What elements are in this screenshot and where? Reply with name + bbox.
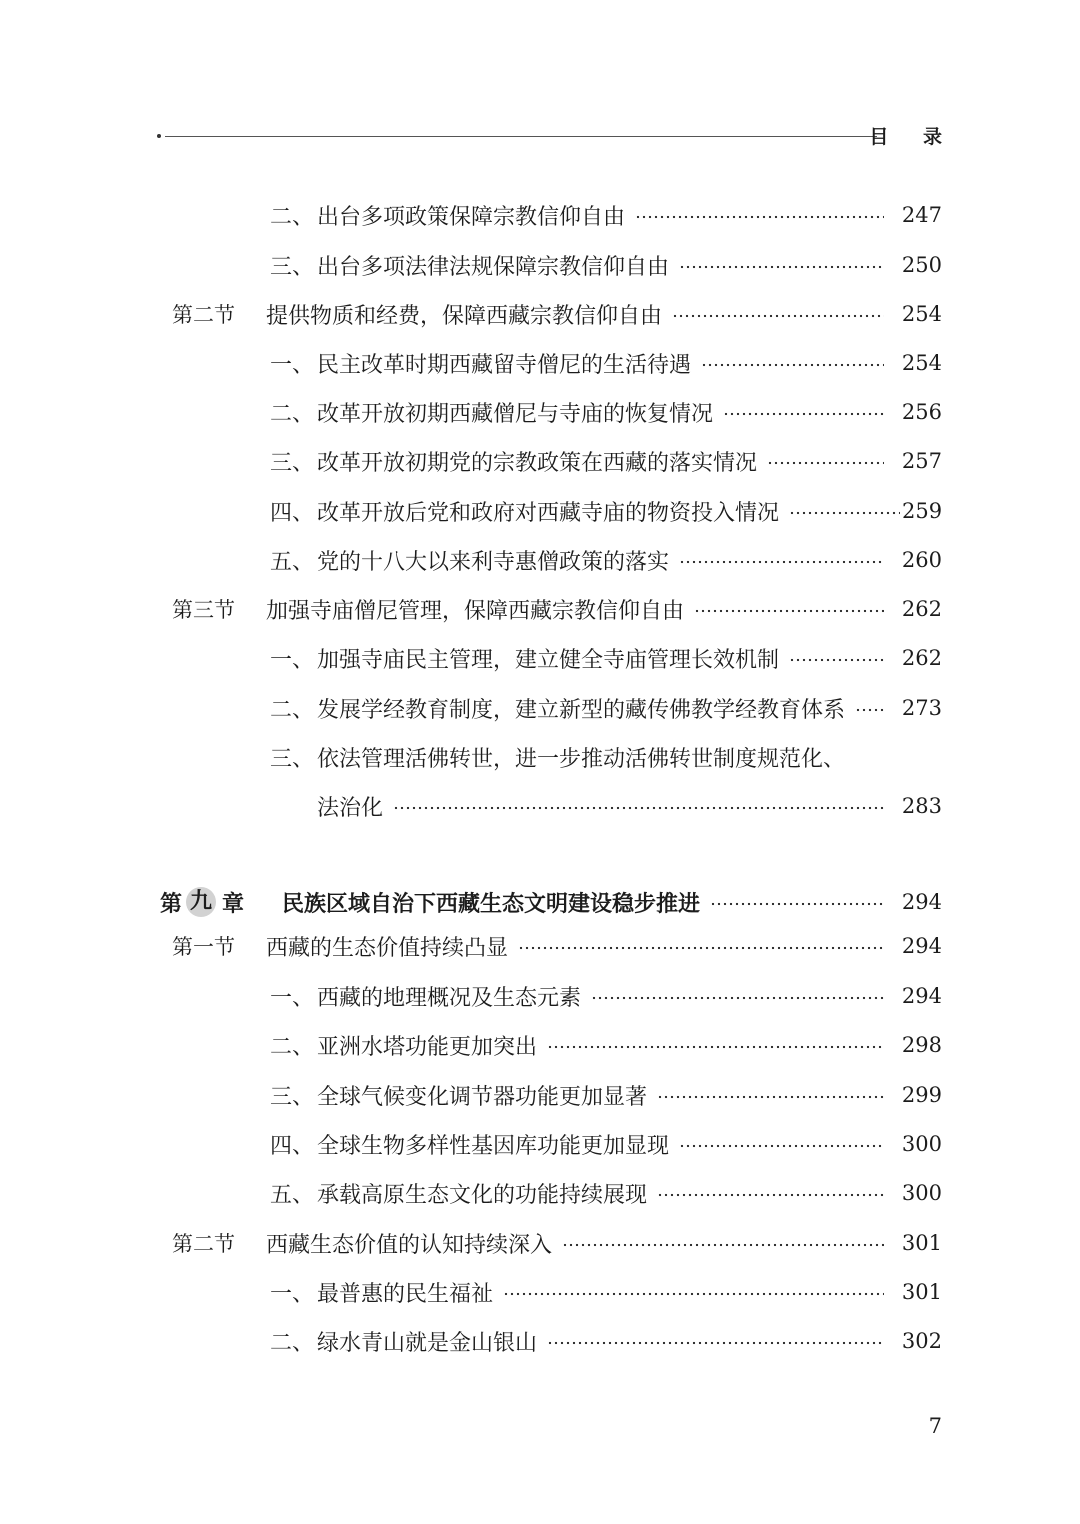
dot-leader (518, 946, 884, 950)
entry-title: 亚洲水塔功能更加突出 (317, 1034, 538, 1060)
entry-title: 出台多项政策保障宗教信仰自由 (317, 204, 626, 230)
entry-page-number: 299 (901, 1083, 942, 1107)
toc-entry (270, 981, 942, 1011)
entry-page-number: 250 (901, 253, 942, 277)
dot-leader (657, 1193, 884, 1197)
entry-page-number: 301 (901, 1280, 942, 1304)
entry-number: 三、 (270, 450, 315, 476)
entry-title: 民族区域自治下西藏生态文明建设稳步推进 (282, 891, 701, 917)
dot-leader (789, 658, 884, 662)
toc-entry (270, 1178, 942, 1208)
header-dot (157, 134, 161, 138)
entry-title: 西藏的地理概况及生态元素 (317, 985, 582, 1011)
toc-entry (270, 397, 942, 427)
toc-entry (270, 1326, 942, 1356)
entry-page-number: 302 (901, 1329, 942, 1353)
header-title: 目 录 (869, 126, 956, 148)
toc-entry (270, 545, 942, 575)
dot-leader (547, 1341, 884, 1345)
toc-entry (270, 693, 942, 723)
toc-entry (270, 200, 942, 230)
toc-entry (270, 446, 942, 476)
dot-leader (503, 1292, 884, 1296)
entry-page-number: 273 (901, 696, 942, 720)
entry-title: 改革开放后党和政府对西藏寺庙的物资投入情况 (317, 500, 780, 526)
toc-entry (317, 791, 942, 821)
entry-page-number: 254 (901, 351, 942, 375)
entry-page-number: 254 (901, 302, 942, 326)
toc-entry (172, 1228, 942, 1258)
toc-entry (270, 496, 942, 526)
entry-title: 民主改革时期西藏留寺僧尼的生活待遇 (317, 352, 692, 378)
entry-number: 三、 (270, 1084, 315, 1110)
entry-page-number: 298 (901, 1033, 942, 1057)
dot-leader (657, 1095, 884, 1099)
dot-leader (679, 560, 884, 564)
entry-number: 二、 (270, 1034, 315, 1060)
chapter-label-prefix: 第 (160, 891, 183, 917)
toc-entry (172, 594, 942, 624)
running-header (157, 118, 956, 154)
toc-entry (270, 742, 942, 772)
entry-page-number: 294 (901, 984, 942, 1008)
entry-page-number: 256 (901, 400, 942, 424)
entry-page-number: 300 (901, 1132, 942, 1156)
toc-entry (270, 1129, 942, 1159)
header-rule (165, 136, 877, 137)
dot-leader (393, 806, 884, 810)
entry-title: 改革开放初期西藏僧尼与寺庙的恢复情况 (317, 401, 714, 427)
entry-number: 二、 (270, 204, 315, 230)
entry-page-number: 247 (901, 203, 942, 227)
entry-number: 三、 (270, 254, 315, 280)
dot-leader (672, 314, 884, 318)
entry-number: 一、 (270, 647, 315, 673)
entry-page-number: 259 (902, 499, 943, 523)
entry-number: 五、 (270, 549, 315, 575)
entry-title: 加强寺庙民主管理，建立健全寺庙管理长效机制 (317, 647, 780, 673)
dot-leader (635, 215, 884, 219)
dot-leader (723, 412, 884, 416)
entry-title: 加强寺庙僧尼管理，保障西藏宗教信仰自由 (266, 598, 685, 624)
dot-leader (694, 609, 884, 613)
entry-title: 绿水青山就是金山银山 (317, 1330, 538, 1356)
dot-leader (562, 1243, 884, 1247)
entry-number: 二、 (270, 697, 315, 723)
entry-number: 一、 (270, 352, 315, 378)
chapter-label (160, 887, 282, 918)
entry-number: 五、 (270, 1182, 315, 1208)
entry-page-number: 262 (901, 646, 942, 670)
toc-entry (270, 250, 942, 280)
entry-title: 西藏的生态价值持续凸显 (266, 935, 509, 961)
entry-number: 一、 (270, 985, 315, 1011)
toc-entry (172, 299, 942, 329)
toc-entry (270, 1277, 942, 1307)
entry-page-number: 294 (901, 890, 942, 914)
entry-title: 最普惠的民生福祉 (317, 1281, 494, 1307)
entry-page-number: 262 (901, 597, 942, 621)
dot-leader (701, 363, 884, 367)
dot-leader (855, 708, 884, 712)
toc-entry (270, 643, 942, 673)
dot-leader (591, 996, 884, 1000)
section-label: 第一节 (172, 935, 235, 959)
dot-leader (710, 902, 884, 906)
toc-entry (270, 1080, 942, 1110)
entry-title: 改革开放初期党的宗教政策在西藏的落实情况 (317, 450, 758, 476)
entry-page-number: 257 (901, 449, 942, 473)
entry-title: 发展学经教育制度，建立新型的藏传佛教学经教育体系 (317, 697, 846, 723)
toc-entry (172, 931, 942, 961)
entry-number: 三、 (270, 746, 315, 772)
entry-page-number: 300 (901, 1181, 942, 1205)
entry-page-number: 283 (901, 794, 942, 818)
dot-leader (767, 461, 884, 465)
section-label: 第二节 (172, 1232, 235, 1256)
section-label: 第三节 (172, 598, 235, 622)
toc-entry (270, 1030, 942, 1060)
entry-number: 一、 (270, 1281, 315, 1307)
entry-number: 二、 (270, 1330, 315, 1356)
entry-title: 全球生物多样性基因库功能更加显现 (317, 1133, 670, 1159)
toc-entry (270, 348, 942, 378)
entry-title: 依法管理活佛转世，进一步推动活佛转世制度规范化、 (317, 746, 846, 772)
entry-title: 提供物质和经费，保障西藏宗教信仰自由 (266, 303, 663, 329)
chapter-label-suffix: 章 (222, 891, 245, 917)
entry-page-number: 260 (901, 548, 942, 572)
entry-title: 法治化 (317, 795, 384, 821)
section-label: 第二节 (172, 303, 235, 327)
dot-leader (789, 511, 900, 515)
dot-leader (679, 1144, 884, 1148)
entry-page-number: 294 (901, 934, 942, 958)
entry-title: 西藏生态价值的认知持续深入 (266, 1232, 553, 1258)
entry-page-number: 301 (901, 1231, 942, 1255)
entry-title: 全球气候变化调节器功能更加显著 (317, 1084, 648, 1110)
dot-leader (547, 1045, 884, 1049)
entry-number: 四、 (270, 1133, 315, 1159)
entry-title: 出台多项法律法规保障宗教信仰自由 (317, 254, 670, 280)
entry-title: 承载高原生态文化的功能持续展现 (317, 1182, 648, 1208)
dot-leader (679, 265, 884, 269)
entry-title: 党的十八大以来利寺惠僧政策的落实 (317, 549, 670, 575)
page-number: 7 (928, 1414, 942, 1438)
chapter-number: 九 (186, 887, 216, 917)
toc-entry (160, 887, 942, 917)
entry-number: 二、 (270, 401, 315, 427)
entry-number: 四、 (270, 500, 315, 526)
